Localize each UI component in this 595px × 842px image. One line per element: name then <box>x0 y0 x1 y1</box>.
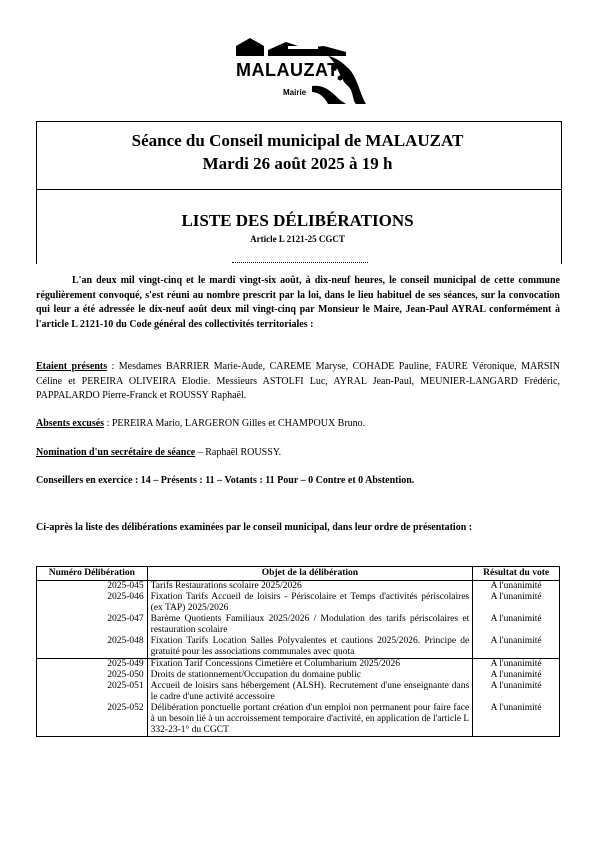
row-object: Fixation Tarifs Accueil de loisirs - Périscolaire et Temps d'activités périscolaires (ex TAP) 2025/2026 <box>147 592 473 614</box>
article-reference: Article L 2121-25 CGCT <box>250 234 345 244</box>
article-divider <box>232 262 368 263</box>
absents-paragraph <box>36 417 560 432</box>
row-vote: A l'unanimité <box>473 614 560 636</box>
table-row <box>37 636 560 659</box>
row-vote: A l'unanimité <box>473 703 560 737</box>
intro-text: L'an deux mil vingt-cinq et le mardi vingt-six août, à dix-neuf heures, le conseil municipal de cette commune régulièrement convoqué, s'est réuni au nombre prescrit par la loi, dans le lieu habituel de ses séances, sur la convocation qui leur a été adressée le dix-neuf août deux mil vingt-cinq par Monsieur le Maire, Jean-Paul AYRAL conformément à l'article L 2121-10 du Code général des collectivités territoriales : <box>36 275 560 330</box>
row-object: Fixation Tarif Concessions Cimetière et Columbarium 2025/2026 <box>147 659 473 671</box>
row-vote: A l'unanimité <box>473 581 560 593</box>
row-object: Accueil de loisirs sans hébergement (ALSH). Recrutement d'une enseignante dans le cadre d'une activité accessoire <box>147 681 473 703</box>
table-row <box>37 703 560 737</box>
absents-text: : PEREIRA Mario, LARGERON Gilles et CHAMPOUX Bruno. <box>104 418 366 429</box>
table-header-row <box>37 567 560 581</box>
row-number: 2025-052 <box>37 703 148 737</box>
row-object: Droits de stationnement/Occupation du domaine public <box>147 670 473 681</box>
intro-paragraph <box>36 274 560 332</box>
table-row <box>37 592 560 614</box>
session-date: Mardi 26 août 2025 à 19 h <box>202 154 393 173</box>
secretary-paragraph <box>36 446 560 461</box>
row-object: Barème Quotients Familiaux 2025/2026 / Modulation des tarifs périscolaires et restauration scolaire <box>147 614 473 636</box>
logo-town-name: MALAUZAT <box>236 60 339 80</box>
presents-label: Etaient présents <box>36 361 108 372</box>
presents-text: : Mesdames BARRIER Marie-Aude, CAREME Maryse, COHADE Pauline, FAURE Véronique, MARSIN Céline et PEREIRA OLIVEIRA Elodie. Messieurs ASTOLFI Luc, AYRAL Jean-Paul, MEUNIER-LANGARD Frédéric, PAPPALARDO Pierre-Franck et ROUSSY Raphaël. <box>36 361 560 401</box>
row-vote: A l'unanimité <box>473 659 560 671</box>
malauzat-logo <box>228 34 368 106</box>
table-row <box>37 581 560 593</box>
row-number: 2025-050 <box>37 670 148 681</box>
deliberations-table <box>36 566 560 737</box>
secretary-text: – Raphaël ROUSSY. <box>195 447 282 458</box>
row-object: Fixation Tarifs Location Salles Polyvalentes et cautions 2025/2026. Principe de gratuité pour les associations communales avec quota <box>147 636 473 659</box>
header-number: Numéro Délibération <box>37 567 148 581</box>
row-number: 2025-045 <box>37 581 148 593</box>
row-vote: A l'unanimité <box>473 636 560 659</box>
row-vote: A l'unanimité <box>473 681 560 703</box>
list-title: LISTE DES DÉLIBÉRATIONS <box>181 211 414 230</box>
row-object: Délibération ponctuelle portant création d'un emploi non permanent pour faire face à un besoin lié à un accroissement temporaire d'activité, en application de l'article L 332-23-1° du CGCT <box>147 703 473 737</box>
logo-subtitle: Mairie <box>283 88 307 97</box>
header-vote: Résultat du vote <box>473 567 560 581</box>
list-intro: Ci-après la liste des délibérations examinées par le conseil municipal, dans leur ordre de présentation : <box>36 522 473 533</box>
presents-paragraph <box>36 360 560 404</box>
table-row <box>37 681 560 703</box>
secretary-label: Nomination d'un secrétaire de séance <box>36 447 196 458</box>
page-title: Séance du Conseil municipal de MALAUZAT <box>131 131 464 150</box>
votes-summary: Conseillers en exercice : 14 – Présents : 11 – Votants : 11 Pour – 0 Contre et 0 Abstention. <box>36 475 415 486</box>
row-object: Tarifs Restaurations scolaire 2025/2026 <box>147 581 473 593</box>
row-number: 2025-046 <box>37 592 148 614</box>
row-number: 2025-049 <box>37 659 148 671</box>
row-number: 2025-051 <box>37 681 148 703</box>
title-divider <box>36 189 562 190</box>
absents-label: Absents excusés <box>36 418 105 429</box>
row-number: 2025-048 <box>37 636 148 659</box>
table-row <box>37 670 560 681</box>
row-vote: A l'unanimité <box>473 592 560 614</box>
row-number: 2025-047 <box>37 614 148 636</box>
header-object: Objet de la délibération <box>147 567 473 581</box>
table-row <box>37 614 560 636</box>
row-vote: A l'unanimité <box>473 670 560 681</box>
table-row <box>37 659 560 671</box>
